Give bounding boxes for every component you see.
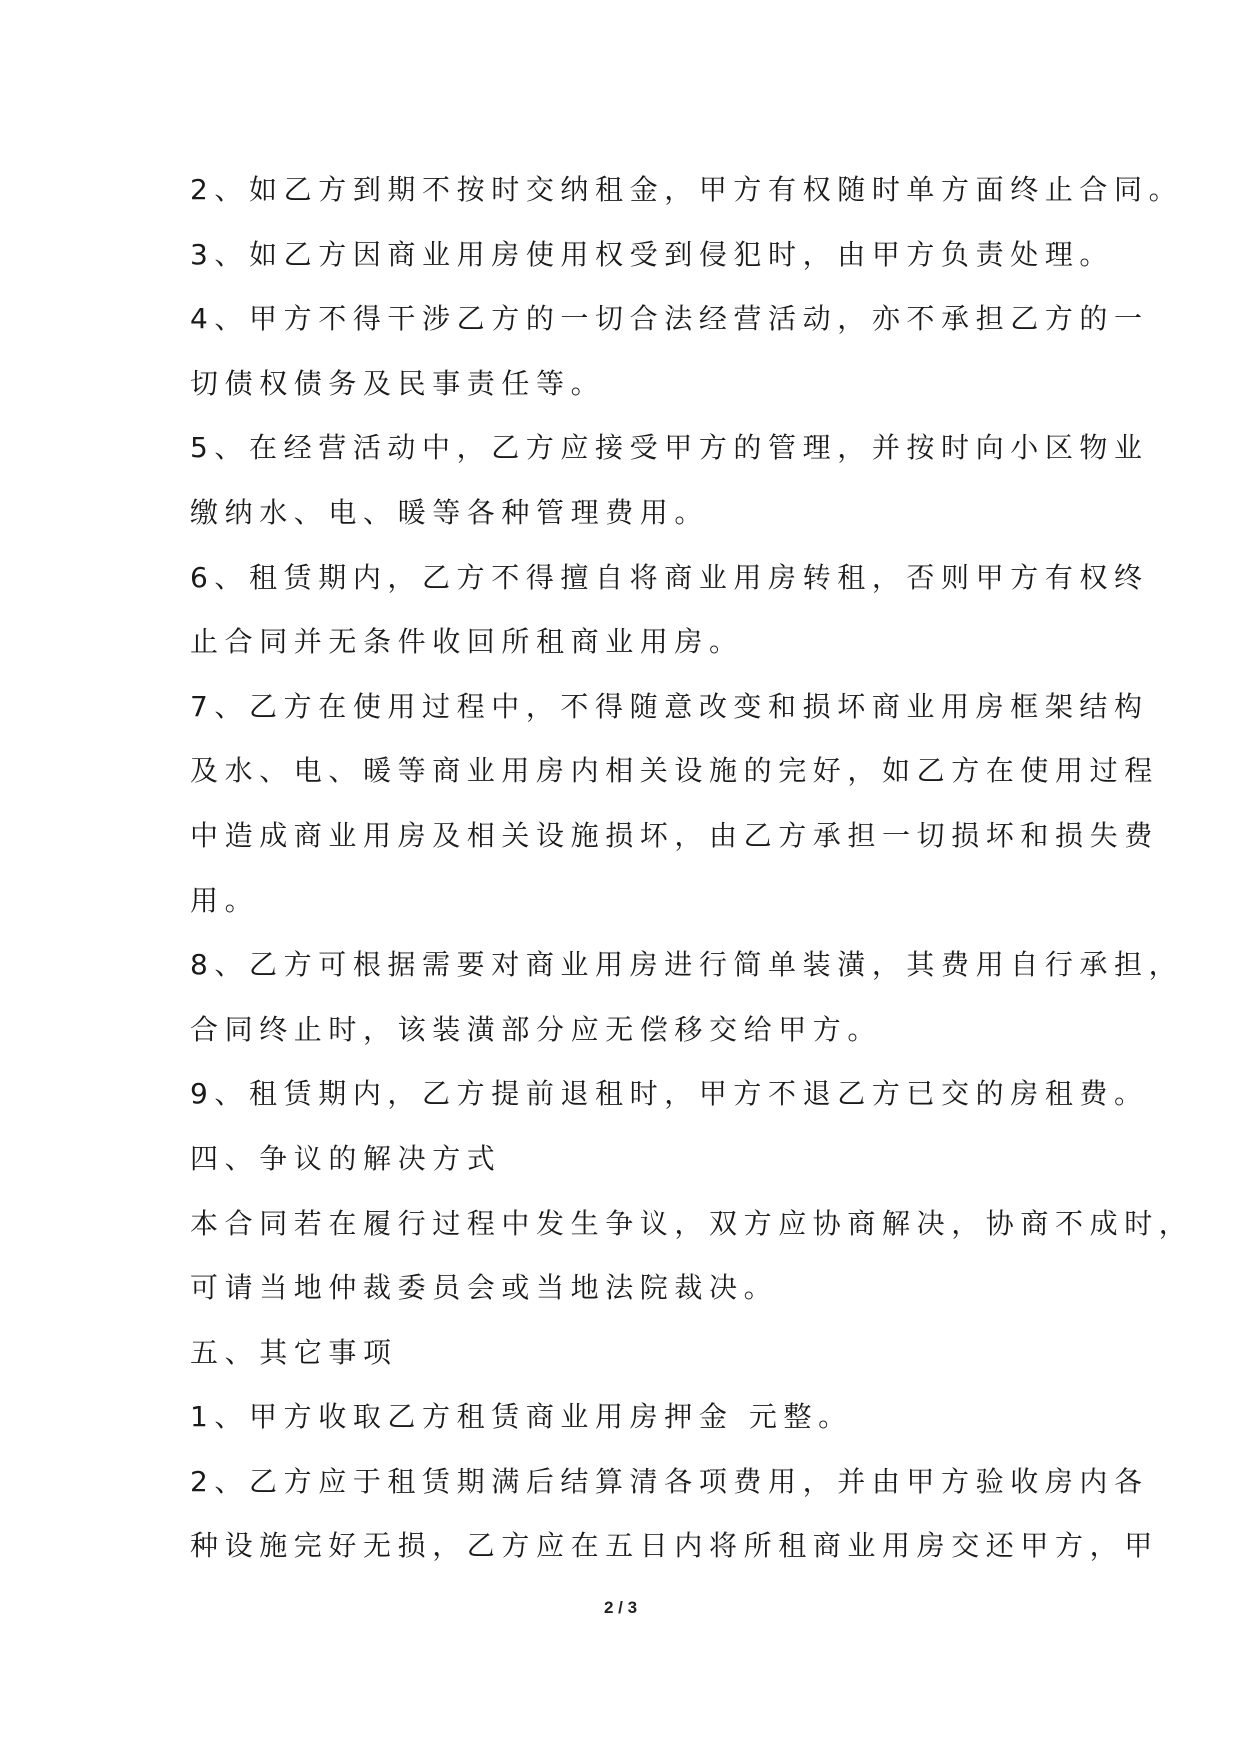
text-line: 中造成商业用房及相关设施损坏，由乙方承担一切损坏和损失费 [190, 818, 1159, 852]
text-line: 用。 [190, 883, 260, 917]
section-heading: 四、争议的解决方式 [190, 1141, 502, 1175]
text-line: 3、如乙方因商业用房使用权受到侵犯时，由甲方负责处理。 [190, 237, 1115, 271]
text-line: 2、乙方应于租赁期满后结算清各项费用，并由甲方验收房内各 [190, 1464, 1149, 1498]
text-line: 6、租赁期内，乙方不得擅自将商业用房转租，否则甲方有权终 [190, 560, 1149, 594]
text-line: 切债权债务及民事责任等。 [190, 366, 606, 400]
text-line: 可请当地仲裁委员会或当地法院裁决。 [190, 1271, 779, 1305]
text-line: 种设施完好无损，乙方应在五日内将所租商业用房交还甲方，甲 [190, 1529, 1159, 1563]
text-line: 8、乙方可根据需要对商业用房进行简单装潢，其费用自行承担， [190, 948, 1184, 982]
text-line: 缴纳水、电、暖等各种管理费用。 [190, 495, 710, 529]
text-line: 4、甲方不得干涉乙方的一切合法经营活动，亦不承担乙方的一 [190, 302, 1149, 336]
text-line: 本合同若在履行过程中发生争议，双方应协商解决，协商不成时， [190, 1206, 1194, 1240]
text-line: 合同终止时，该装潢部分应无偿移交给甲方。 [190, 1012, 883, 1046]
document-body [190, 158, 1194, 1579]
text-line: 1、甲方收取乙方租赁商业用房押金 元整。 [190, 1400, 853, 1434]
section-heading: 五、其它事项 [190, 1335, 398, 1369]
text-line: 7、乙方在使用过程中，不得随意改变和损坏商业用房框架结构 [190, 689, 1149, 723]
page-number: 2 / 3 [603, 1598, 638, 1617]
text-line: 2、如乙方到期不按时交纳租金，甲方有权随时单方面终止合同。 [190, 173, 1184, 206]
text-line: 5、在经营活动中，乙方应接受甲方的管理，并按时向小区物业 [190, 431, 1149, 465]
text-line: 止合同并无条件收回所租商业用房。 [190, 625, 744, 659]
text-line: 及水、电、暖等商业用房内相关设施的完好，如乙方在使用过程 [190, 754, 1159, 788]
text-line: 9、租赁期内，乙方提前退租时，甲方不退乙方已交的房租费。 [190, 1077, 1149, 1111]
